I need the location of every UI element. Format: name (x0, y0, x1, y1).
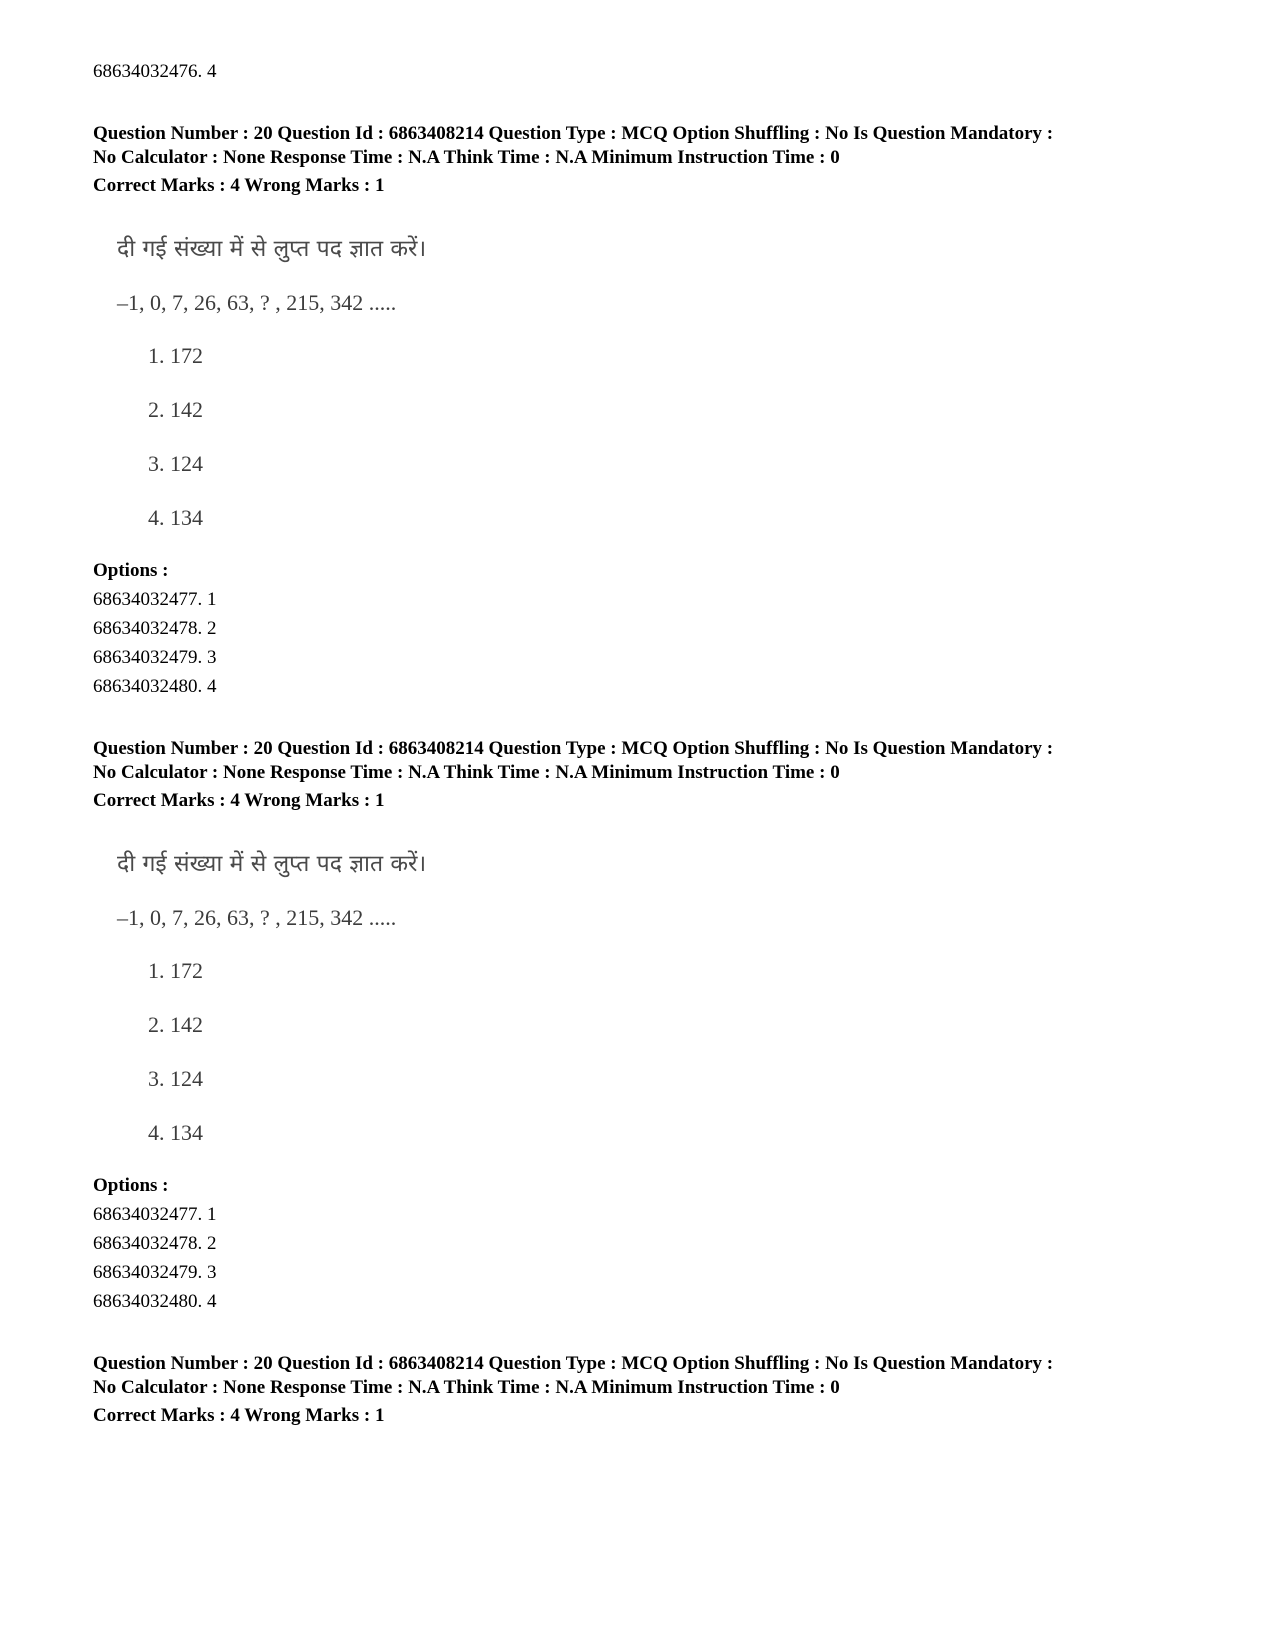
answer-choice: 4. 134 (148, 505, 203, 530)
question-header-line: Question Number : 20 Question Id : 6863408214 Question Type : MCQ Option Shuffling : No Is Question Mandatory : (93, 123, 1054, 144)
question-image (93, 222, 553, 542)
question-header-line: No Calculator : None Response Time : N.A Think Time : N.A Minimum Instruction Time : 0 (93, 147, 840, 168)
marks-line: Correct Marks : 4 Wrong Marks : 1 (93, 1405, 385, 1426)
option-line: 68634032477. 1 (93, 1204, 217, 1225)
options-label: Options : (93, 1175, 169, 1196)
answer-choice: 3. 124 (148, 1066, 203, 1091)
question-header-line: Question Number : 20 Question Id : 6863408214 Question Type : MCQ Option Shuffling : No Is Question Mandatory : (93, 1353, 1054, 1374)
question-header-line: No Calculator : None Response Time : N.A Think Time : N.A Minimum Instruction Time : 0 (93, 1377, 840, 1398)
number-sequence: –1, 0, 7, 26, 63, ? , 215, 342 ..... (117, 905, 397, 930)
option-line: 68634032480. 4 (93, 1291, 217, 1312)
question-image (93, 837, 553, 1157)
option-line: 68634032479. 3 (93, 647, 217, 668)
marks-line: Correct Marks : 4 Wrong Marks : 1 (93, 175, 385, 196)
marks-line: Correct Marks : 4 Wrong Marks : 1 (93, 790, 385, 811)
answer-choice: 4. 134 (148, 1120, 203, 1145)
question-instruction: दी गई संख्या में से लुप्त पद ज्ञात करें। (117, 851, 427, 877)
option-line: 68634032480. 4 (93, 676, 217, 697)
answer-choice: 2. 142 (148, 1012, 203, 1037)
answer-choice: 2. 142 (148, 397, 203, 422)
question-header-line: No Calculator : None Response Time : N.A Think Time : N.A Minimum Instruction Time : 0 (93, 762, 840, 783)
answer-choice: 1. 172 (148, 958, 203, 983)
question-instruction: दी गई संख्या में से लुप्त पद ज्ञात करें। (117, 236, 427, 262)
number-sequence: –1, 0, 7, 26, 63, ? , 215, 342 ..... (117, 290, 397, 315)
options-label: Options : (93, 560, 169, 581)
question-header-line: Question Number : 20 Question Id : 6863408214 Question Type : MCQ Option Shuffling : No Is Question Mandatory : (93, 738, 1054, 759)
option-line: 68634032478. 2 (93, 1233, 217, 1254)
answer-choice: 3. 124 (148, 451, 203, 476)
option-line: 68634032477. 1 (93, 589, 217, 610)
option-line: 68634032479. 3 (93, 1262, 217, 1283)
option-line: 68634032476. 4 (93, 61, 217, 82)
option-line: 68634032478. 2 (93, 618, 217, 639)
answer-choice: 1. 172 (148, 343, 203, 368)
